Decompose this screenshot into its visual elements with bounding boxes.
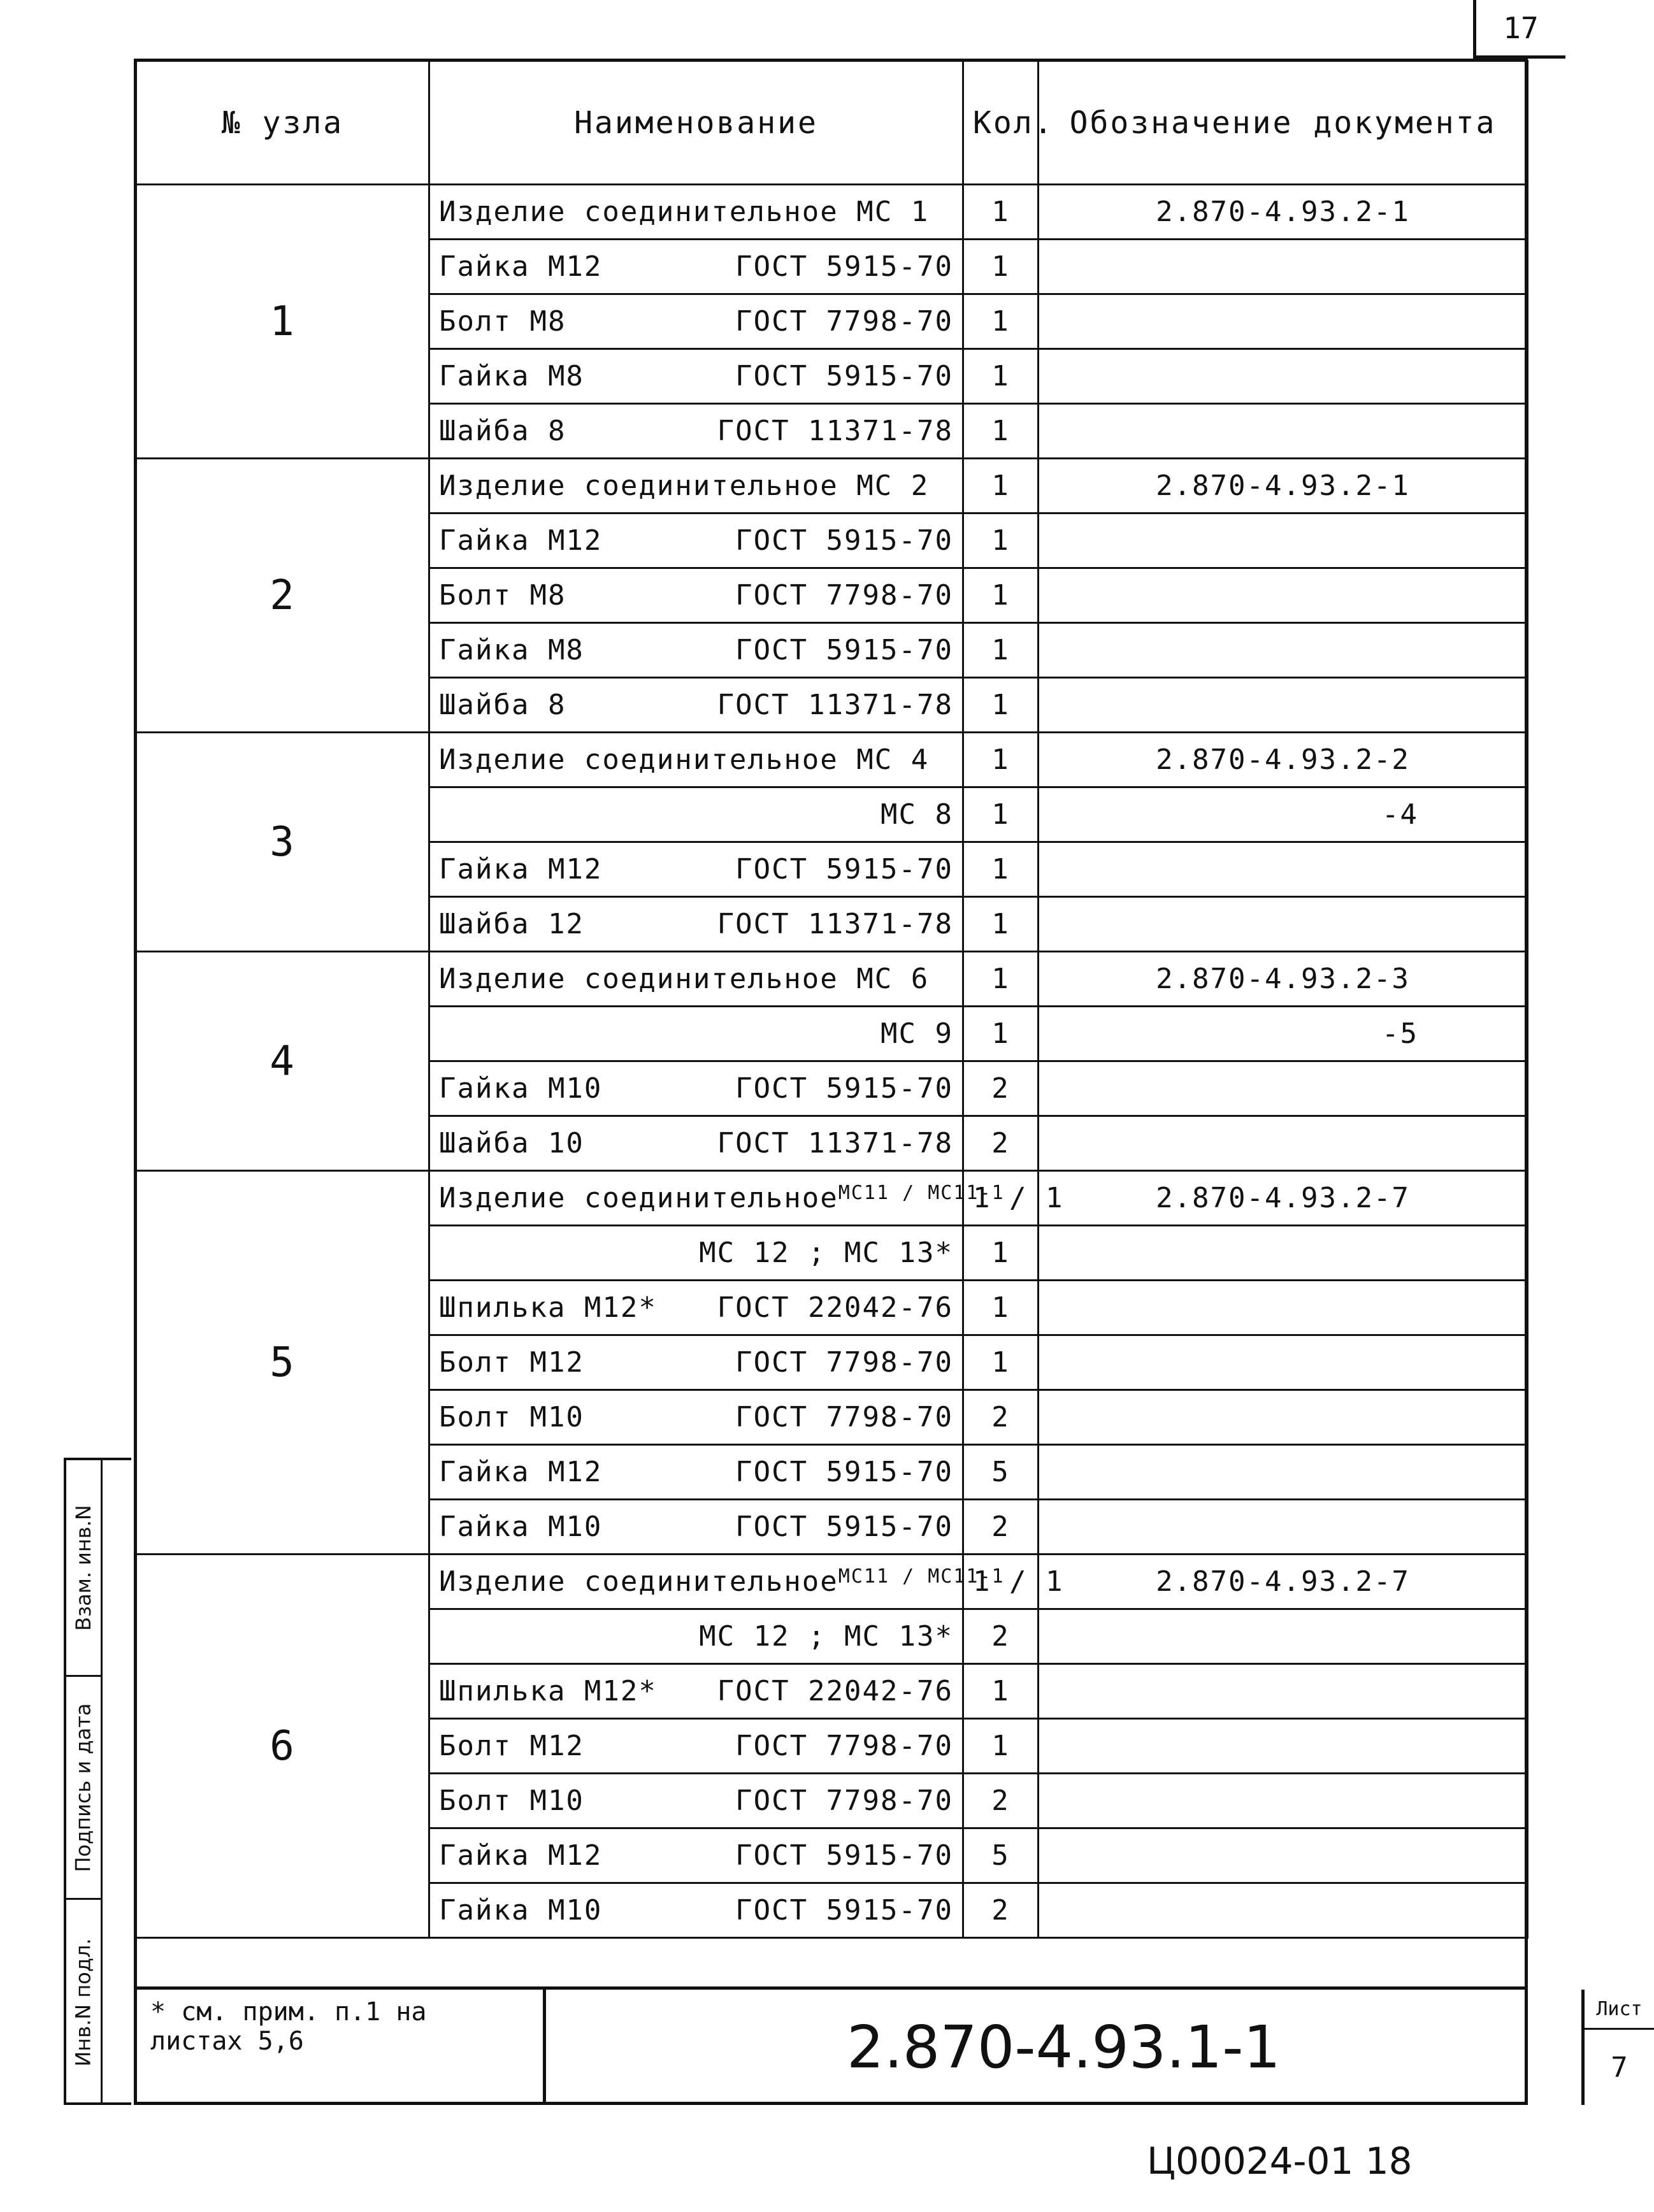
node-number: 1 [136, 185, 429, 459]
quantity: 1 / 1 [963, 1171, 1039, 1226]
item-name: Гайка М12 [439, 250, 603, 283]
item-name: Гайка М8 [439, 360, 584, 392]
document-ref [1039, 1609, 1528, 1664]
item-name: Болт М12 [439, 1730, 584, 1762]
item-standard: МС 9 [881, 1017, 953, 1050]
quantity: 1 [963, 568, 1039, 623]
item-name: Гайка М12 [439, 1839, 603, 1872]
item-name-cell [429, 1609, 963, 1664]
document-ref [1039, 1116, 1528, 1171]
document-ref [1039, 568, 1528, 623]
item-name: Изделие соединительное [439, 1182, 838, 1214]
item-name-cell [429, 514, 963, 568]
item-name: Гайка М10 [439, 1511, 603, 1543]
quantity: 2 [963, 1500, 1039, 1555]
item-name-cell [429, 1335, 963, 1390]
item-mark-fraction: МС11 / МС11-1 [838, 1565, 1005, 1588]
item-name: Изделие соединительное МС 6 [439, 963, 930, 995]
item-name-cell [429, 1828, 963, 1883]
item-name: Гайка М12 [439, 853, 603, 886]
node-number: 5 [136, 1171, 429, 1555]
item-name-cell [429, 678, 963, 733]
item-name: Шпилька М12* [439, 1675, 657, 1707]
quantity: 2 [963, 1116, 1039, 1171]
header-node: № узла [136, 61, 429, 185]
table-row [136, 1555, 1528, 1609]
item-name-cell [429, 1281, 963, 1335]
side-stamp [64, 1458, 131, 2105]
item-name-cell [429, 623, 963, 678]
item-name: Изделие соединительное [439, 1565, 838, 1598]
quantity: 5 [963, 1828, 1039, 1883]
document-ref [1039, 1774, 1528, 1828]
item-name-cell [429, 1226, 963, 1281]
quantity: 1 [963, 1226, 1039, 1281]
item-name: Шайба 8 [439, 415, 566, 447]
item-standard: ГОСТ 7798-70 [735, 1346, 953, 1379]
document-ref [1039, 623, 1528, 678]
item-name: Изделие соединительное МС 4 [439, 743, 930, 776]
document-ref [1039, 1226, 1528, 1281]
table-row [136, 952, 1528, 1007]
document-ref: 2.870-4.93.2-7 [1039, 1555, 1528, 1609]
item-name-cell [429, 1171, 1005, 1226]
quantity: 1 [963, 514, 1039, 568]
item-standard: ГОСТ 5915-70 [735, 1456, 953, 1488]
quantity: 1 [963, 678, 1039, 733]
document-ref: 2.870-4.93.2-3 [1039, 952, 1528, 1007]
document-ref [1039, 349, 1528, 404]
item-name: Гайка М10 [439, 1072, 603, 1105]
item-name: Шайба 8 [439, 689, 566, 721]
node-number: 4 [136, 952, 429, 1171]
table-row [136, 185, 1528, 240]
quantity: 1 [963, 404, 1039, 459]
item-standard: ГОСТ 5915-70 [735, 524, 953, 557]
item-name-cell [429, 1007, 963, 1061]
item-name-cell [429, 1883, 963, 1938]
item-name: Шайба 12 [439, 908, 584, 940]
item-standard: ГОСТ 11371-78 [717, 1127, 953, 1160]
sheet-box [1581, 1990, 1654, 2105]
quantity: 1 [963, 787, 1039, 842]
quantity: 1 [963, 952, 1039, 1007]
item-name: Шпилька М12* [439, 1291, 657, 1324]
document-ref [1039, 1061, 1528, 1116]
item-name-cell [429, 733, 963, 787]
sheet-number: 7 [1611, 2051, 1628, 2084]
table-body [136, 185, 1528, 1938]
quantity: 5 [963, 1445, 1039, 1500]
item-standard: ГОСТ 11371-78 [717, 415, 953, 447]
item-name-cell [429, 1555, 1005, 1609]
side-stamp-signature-date: Подпись и дата [66, 1677, 101, 1900]
item-name: Гайка М10 [439, 1894, 603, 1927]
header-doc: Обозначение документа [1039, 61, 1528, 185]
document-ref: 2.870-4.93.2-7 [1039, 1171, 1528, 1226]
item-standard: МС 12 ; МС 13* [699, 1237, 953, 1269]
document-ref [1039, 1719, 1528, 1774]
item-standard: ГОСТ 5915-70 [735, 1511, 953, 1543]
quantity: 1 [963, 623, 1039, 678]
item-name-cell [429, 349, 963, 404]
item-name-cell [429, 1664, 963, 1719]
document-ref [1039, 678, 1528, 733]
item-name-cell [429, 842, 963, 897]
quantity: 1 [963, 842, 1039, 897]
item-name-cell [429, 1500, 963, 1555]
footnote [150, 1997, 507, 2056]
document-ref [1039, 1445, 1528, 1500]
quantity: 2 [963, 1883, 1039, 1938]
node-number: 2 [136, 459, 429, 733]
document-ref [1039, 1335, 1528, 1390]
document-ref [1039, 1664, 1528, 1719]
item-name-cell [429, 952, 963, 1007]
document-ref: 2.870-4.93.2-1 [1039, 185, 1528, 240]
item-name: Изделие соединительное МС 2 [439, 470, 930, 502]
document-ref [1039, 1883, 1528, 1938]
table-row [136, 459, 1528, 514]
item-standard: ГОСТ 5915-70 [735, 250, 953, 283]
footnote-line-1: * см. прим. п.1 на [150, 1997, 427, 2027]
quantity: 1 [963, 240, 1039, 294]
quantity: 2 [963, 1061, 1039, 1116]
item-name: Гайка М12 [439, 524, 603, 557]
item-name-cell [429, 459, 963, 514]
item-mark-fraction: МС11 / МС11-1 [838, 1182, 1005, 1204]
item-standard: ГОСТ 11371-78 [717, 689, 953, 721]
node-number: 6 [136, 1555, 429, 1938]
item-standard: ГОСТ 5915-70 [735, 1839, 953, 1872]
document-ref [1039, 1390, 1528, 1445]
item-name-cell [429, 185, 963, 240]
item-standard: ГОСТ 22042-76 [717, 1291, 953, 1324]
document-ref [1039, 1281, 1528, 1335]
document-ref: 2.870-4.93.2-2 [1039, 733, 1528, 787]
item-name: Гайка М12 [439, 1456, 603, 1488]
document-ref [1039, 897, 1528, 952]
item-name: Болт М10 [439, 1401, 584, 1433]
document-ref [1039, 842, 1528, 897]
side-stamp-replaced-inv: Взам. инв.N [66, 1460, 101, 1677]
document-ref [1039, 404, 1528, 459]
item-name-cell [429, 1116, 963, 1171]
quantity: 2 [963, 1390, 1039, 1445]
item-standard: ГОСТ 7798-70 [735, 305, 953, 338]
item-name-cell [429, 1390, 963, 1445]
item-name-cell [429, 787, 963, 842]
item-standard: МС 12 ; МС 13* [699, 1620, 953, 1653]
item-standard: ГОСТ 5915-70 [735, 360, 953, 392]
document-designation: 2.870-4.93.1-1 [543, 1990, 1581, 2105]
item-standard: ГОСТ 7798-70 [735, 1785, 953, 1817]
quantity: 1 [963, 733, 1039, 787]
document-ref [1039, 1500, 1528, 1555]
item-name: Болт М12 [439, 1346, 584, 1379]
item-name: Гайка М8 [439, 634, 584, 666]
side-stamp-blank-column [101, 1460, 134, 2102]
quantity: 1 [963, 1007, 1039, 1061]
title-block [135, 1986, 1643, 2105]
item-name-cell [429, 568, 963, 623]
item-name: Болт М10 [439, 1785, 584, 1817]
document-ref: -4 [1039, 787, 1528, 842]
item-standard: ГОСТ 7798-70 [735, 1730, 953, 1762]
item-name: Шайба 10 [439, 1127, 584, 1160]
table-row [136, 1171, 1528, 1226]
quantity: 1 / 1 [963, 1555, 1039, 1609]
table-row [136, 733, 1528, 787]
document-ref [1039, 240, 1528, 294]
sheet-label: Лист [1585, 1990, 1654, 2030]
item-name-cell [429, 1445, 963, 1500]
item-standard: МС 8 [881, 798, 953, 831]
item-standard: ГОСТ 5915-70 [735, 1072, 953, 1105]
item-name-cell [429, 294, 963, 349]
item-name-cell [429, 1774, 963, 1828]
side-stamp-original-inv: Инв.N подл. [71, 1938, 96, 2067]
footnote-line-2: листах 5,6 [150, 2027, 304, 2056]
header-name: Наименование [429, 61, 963, 185]
quantity: 1 [963, 1719, 1039, 1774]
item-name-cell [429, 240, 963, 294]
item-name: Болт М8 [439, 579, 566, 612]
item-name: Болт М8 [439, 305, 566, 338]
item-name: Изделие соединительное МС 1 [439, 196, 930, 228]
document-ref: 2.870-4.93.2-1 [1039, 459, 1528, 514]
document-ref [1039, 514, 1528, 568]
item-standard: ГОСТ 11371-78 [717, 908, 953, 940]
quantity: 1 [963, 185, 1039, 240]
document-ref: -5 [1039, 1007, 1528, 1061]
quantity: 1 [963, 294, 1039, 349]
quantity: 2 [963, 1774, 1039, 1828]
spec-table [135, 60, 1528, 1939]
quantity: 1 [963, 897, 1039, 952]
quantity: 2 [963, 1609, 1039, 1664]
quantity: 1 [963, 1664, 1039, 1719]
quantity: 1 [963, 349, 1039, 404]
item-name-cell [429, 404, 963, 459]
page-number: 17 [1473, 0, 1565, 59]
item-standard: ГОСТ 5915-70 [735, 634, 953, 666]
node-number: 3 [136, 733, 429, 952]
item-standard: ГОСТ 22042-76 [717, 1675, 953, 1707]
item-standard: ГОСТ 5915-70 [735, 1894, 953, 1927]
item-name-cell [429, 1719, 963, 1774]
header-qty: Кол. [963, 61, 1039, 185]
table-header-row [136, 61, 1528, 185]
item-name-cell [429, 1061, 963, 1116]
item-standard: ГОСТ 7798-70 [735, 579, 953, 612]
quantity: 1 [963, 459, 1039, 514]
item-name-cell [429, 897, 963, 952]
quantity: 1 [963, 1335, 1039, 1390]
item-standard: ГОСТ 5915-70 [735, 853, 953, 886]
archive-code: Ц00024-01 18 [1147, 2139, 1413, 2183]
quantity: 1 [963, 1281, 1039, 1335]
document-ref [1039, 1828, 1528, 1883]
document-ref [1039, 294, 1528, 349]
item-standard: ГОСТ 7798-70 [735, 1401, 953, 1433]
